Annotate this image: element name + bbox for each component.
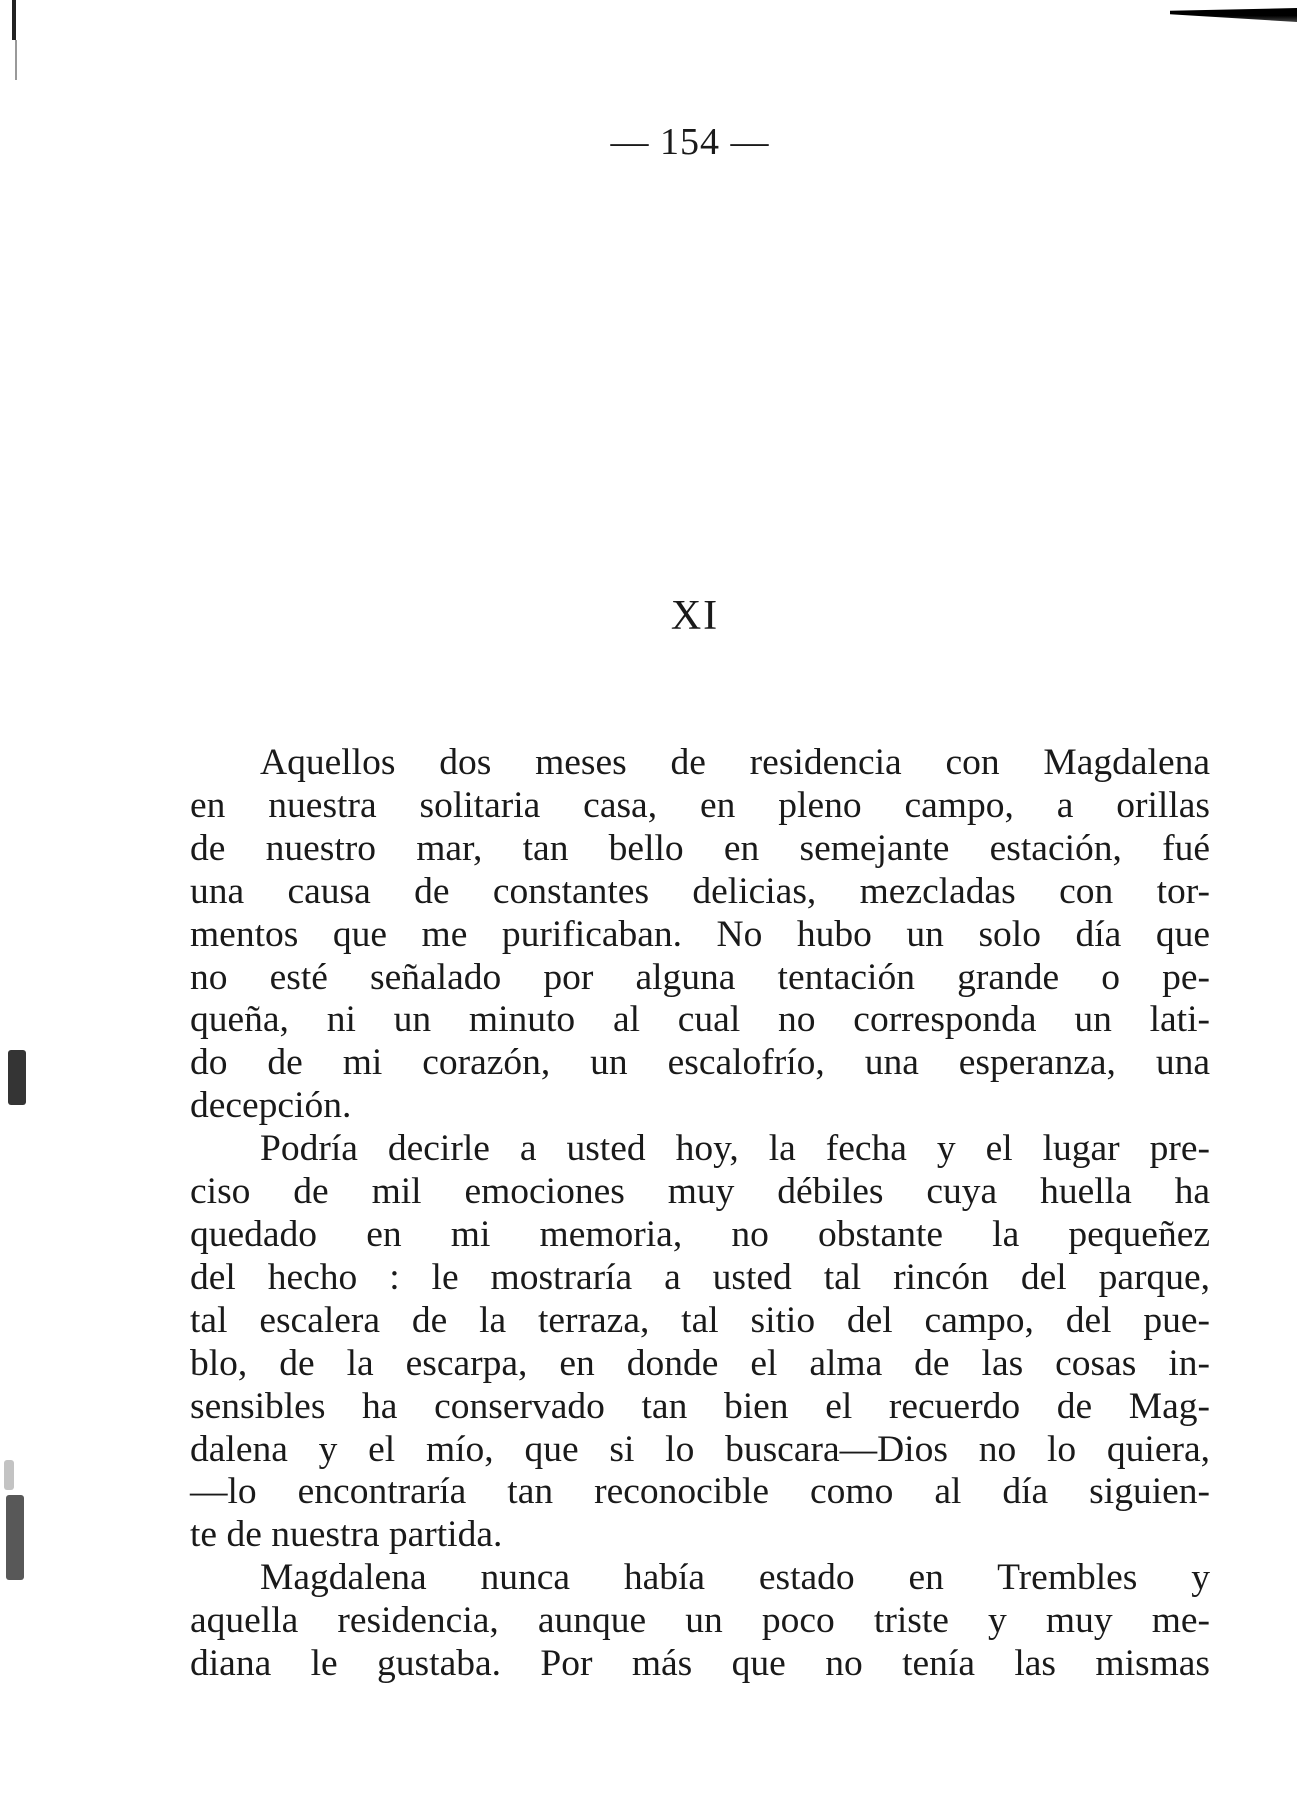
text-line: —lo encontraría tan reconocible como al día siguien-	[190, 1471, 1210, 1513]
scan-smudge	[6, 1495, 24, 1580]
chapter-title: XI	[670, 593, 720, 639]
text-line: blo, de la escarpa, en donde el alma de las cosas in-	[190, 1342, 1210, 1384]
text-line: en nuestra solitaria casa, en pleno campo, a orillas	[190, 784, 1210, 826]
text-line: quedado en mi memoria, no obstante la pequeñez	[190, 1213, 1210, 1255]
text-line: aquella residencia, aunque un poco triste y muy me-	[190, 1600, 1210, 1642]
text-line: una causa de constantes delicias, mezcladas con tor-	[190, 870, 1210, 912]
text-line: de nuestro mar, tan bello en semejante estación, fué	[190, 827, 1210, 869]
text-line: diana le gustaba. Por más que no tenía las mismas	[190, 1643, 1210, 1685]
scan-edge-line	[15, 40, 17, 80]
text-line: dalena y el mío, que si lo buscara—Dios no lo quiera,	[190, 1428, 1210, 1470]
scan-corner-artifact	[1170, 8, 1297, 22]
text-line: decepción.	[190, 1085, 352, 1127]
text-line: Magdalena nunca había estado en Trembles y	[260, 1557, 1210, 1599]
page-number: — 154 —	[610, 121, 770, 163]
scan-edge-mark	[12, 0, 16, 40]
scan-smudge	[8, 1050, 26, 1105]
text-line: queña, ni un minuto al cual no corresponda un lati-	[190, 999, 1210, 1041]
body-text	[190, 742, 1210, 1686]
scan-smudge	[4, 1460, 14, 1490]
text-line: ciso de mil emociones muy débiles cuya huella ha	[190, 1171, 1210, 1213]
text-line: del hecho : le mostraría a usted tal rincón del parque,	[190, 1256, 1210, 1298]
text-line: Podría decirle a usted hoy, la fecha y el lugar pre-	[260, 1128, 1210, 1170]
text-line: sensibles ha conservado tan bien el recuerdo de Mag-	[190, 1385, 1210, 1427]
text-line: Aquellos dos meses de residencia con Magdalena	[260, 742, 1210, 783]
text-line: no esté señalado por alguna tentación grande o pe-	[190, 956, 1210, 998]
text-line: te de nuestra partida.	[190, 1514, 503, 1556]
text-line: do de mi corazón, un escalofrío, una esperanza, una	[190, 1042, 1210, 1084]
text-line: tal escalera de la terraza, tal sitio del campo, del pue-	[190, 1299, 1210, 1341]
text-line: mentos que me purificaban. No hubo un solo día que	[190, 913, 1210, 955]
